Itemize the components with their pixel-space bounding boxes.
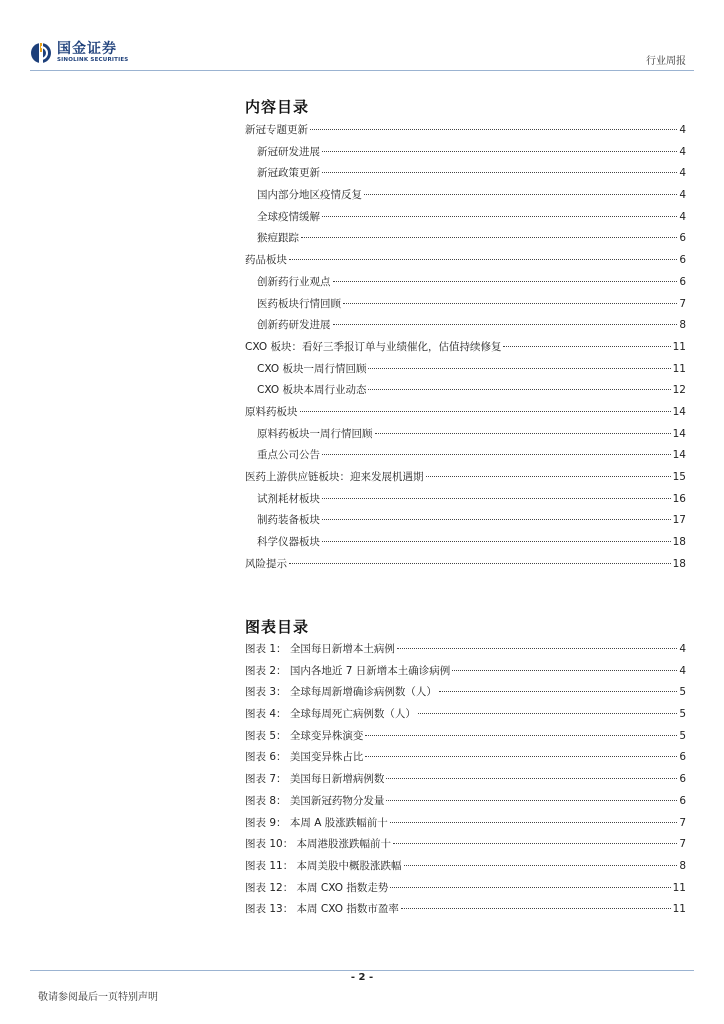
toc-entry-label: 图表 9： 本周 A 股涨跌幅前十: [245, 816, 388, 829]
toc-entry-label: 图表 13： 本周 CXO 指数市盈率: [245, 903, 399, 916]
toc-entry-page: 5: [679, 729, 686, 742]
figure-entry[interactable]: [245, 901, 686, 923]
dot-leader: [503, 346, 670, 347]
toc-entry-label: 图表 1： 全国每日新增本土病例: [245, 643, 395, 655]
contents-entry[interactable]: [245, 534, 686, 556]
figure-entry[interactable]: [245, 749, 686, 771]
toc-entry-page: 6: [679, 254, 686, 267]
toc-entry-label: 风险提示: [245, 557, 287, 570]
toc-entry-label: 图表 11： 本周美股中概股涨跌幅: [245, 859, 402, 872]
dot-leader: [386, 778, 677, 779]
dot-leader: [364, 194, 677, 195]
toc-entry-page: 6: [679, 232, 686, 245]
contents-entry[interactable]: [245, 404, 686, 426]
contents-list: [245, 122, 686, 577]
toc-entry-page: 8: [679, 859, 686, 872]
dot-leader: [322, 172, 677, 173]
contents-entry[interactable]: [245, 556, 686, 578]
toc-entry-page: 12: [672, 384, 686, 397]
page-header: [0, 0, 724, 80]
contents-entry[interactable]: [245, 447, 686, 469]
toc-entry-page: 7: [679, 816, 686, 829]
header-divider: [30, 70, 694, 71]
toc-entry-page: 11: [672, 881, 686, 894]
dot-leader: [368, 389, 670, 390]
page-number: - 2 -: [350, 972, 374, 983]
contents-title: 内容目录: [245, 98, 310, 116]
toc-entry-page: 4: [679, 189, 686, 202]
contents-entry[interactable]: [245, 122, 686, 144]
dot-leader: [343, 303, 677, 304]
toc-entry-label: 创新药行业观点: [257, 275, 331, 288]
figure-entry[interactable]: [245, 641, 686, 663]
dot-leader: [322, 498, 671, 499]
toc-entry-page: 8: [679, 319, 686, 332]
toc-entry-label: 药品板块: [245, 254, 287, 267]
toc-entry-label: 图表 2： 国内各地近 7 日新增本土确诊病例: [245, 664, 451, 677]
toc-entry-label: 新冠专题更新: [245, 124, 308, 136]
dot-leader: [365, 756, 677, 757]
figure-entry[interactable]: [245, 836, 686, 858]
dot-leader: [390, 822, 678, 823]
figure-entry[interactable]: [245, 684, 686, 706]
contents-entry[interactable]: [245, 252, 686, 274]
figure-entry[interactable]: [245, 728, 686, 750]
footer-divider: [30, 970, 694, 971]
logo-english-name: SINOLINK SECURITIES: [57, 57, 129, 64]
dot-leader: [333, 281, 678, 282]
contents-entry[interactable]: [245, 512, 686, 534]
dot-leader: [386, 800, 677, 801]
dot-leader: [322, 519, 671, 520]
toc-entry-page: 6: [679, 794, 686, 807]
dot-leader: [393, 843, 677, 844]
contents-entry[interactable]: [245, 209, 686, 231]
toc-entry-page: 11: [672, 362, 686, 375]
contents-entry[interactable]: [245, 339, 686, 361]
dot-leader: [289, 563, 671, 564]
toc-entry-page: 5: [679, 686, 686, 699]
toc-entry-label: 创新药研发进展: [257, 319, 331, 332]
toc-entry-label: 医药上游供应链板块：迎来发展机遇期: [245, 471, 424, 483]
toc-entry-label: 新冠研发进展: [257, 145, 320, 158]
toc-entry-label: 图表 6： 美国变异株占比: [245, 751, 364, 764]
toc-entry-label: 图表 8： 美国新冠药物分发量: [245, 794, 385, 807]
contents-entry[interactable]: [245, 361, 686, 383]
contents-entry[interactable]: [245, 426, 686, 448]
toc-entry-page: 4: [679, 210, 686, 223]
dot-leader: [301, 237, 677, 238]
toc-entry-label: 猴痘跟踪: [257, 232, 299, 245]
toc-entry-label: 新冠政策更新: [257, 167, 320, 180]
figure-entry[interactable]: [245, 793, 686, 815]
dot-leader: [404, 865, 678, 866]
toc-entry-page: 6: [679, 275, 686, 288]
toc-entry-page: 11: [672, 340, 686, 353]
toc-entry-label: 制药装备板块: [257, 514, 320, 527]
toc-entry-page: 4: [679, 124, 686, 136]
toc-entry-label: CXO 板块：看好三季报订单与业绩催化，估值持续修复: [245, 340, 502, 353]
toc-entry-label: 图表 5： 全球变异株演变: [245, 729, 364, 742]
dot-leader: [452, 670, 677, 671]
toc-entry-label: 图表 10： 本周港股涨跌幅前十: [245, 838, 392, 851]
toc-entry-label: CXO 板块本周行业动态: [257, 384, 367, 397]
contents-entry[interactable]: [245, 491, 686, 513]
report-type-label: 行业周报: [646, 56, 686, 67]
dot-leader: [300, 411, 671, 412]
dot-leader: [365, 735, 677, 736]
figure-entry[interactable]: [245, 771, 686, 793]
dot-leader: [397, 648, 677, 649]
dot-leader: [322, 151, 677, 152]
figure-entry[interactable]: [245, 706, 686, 728]
toc-entry-label: 原料药板块一周行情回顾: [257, 427, 373, 440]
toc-entry-page: 14: [672, 449, 686, 462]
dot-leader: [368, 368, 670, 369]
toc-entry-label: 重点公司公告: [257, 449, 320, 462]
toc-entry-label: 全球疫情缓解: [257, 210, 320, 223]
dot-leader: [289, 259, 677, 260]
dot-leader: [390, 887, 670, 888]
dot-leader: [401, 908, 671, 909]
contents-entry[interactable]: [245, 469, 686, 491]
contents-entry[interactable]: [245, 274, 686, 296]
figure-entry[interactable]: [245, 663, 686, 685]
dot-leader: [333, 324, 678, 325]
dot-leader: [439, 691, 677, 692]
figure-entry[interactable]: [245, 858, 686, 880]
toc-entry-page: 14: [672, 427, 686, 440]
toc-entry-page: 16: [672, 492, 686, 505]
toc-entry-page: 4: [679, 167, 686, 180]
contents-entry[interactable]: [245, 296, 686, 318]
dot-leader: [426, 476, 671, 477]
toc-entry-label: 试剂耗材板块: [257, 492, 320, 505]
toc-entry-label: 图表 12： 本周 CXO 指数走势: [245, 881, 389, 894]
figure-entry[interactable]: [245, 815, 686, 837]
toc-entry-label: 国内部分地区疫情反复: [257, 189, 362, 202]
toc-entry-page: 15: [672, 471, 686, 483]
toc-entry-page: 4: [679, 664, 686, 677]
contents-entry[interactable]: [245, 317, 686, 339]
toc-entry-page: 6: [679, 751, 686, 764]
toc-entry-page: 6: [679, 773, 686, 786]
toc-entry-page: 18: [672, 557, 686, 570]
dot-leader: [310, 129, 677, 130]
company-logo: [30, 42, 128, 64]
disclaimer-text: 敬请参阅最后一页特别声明: [38, 992, 158, 1003]
figures-list: [245, 641, 686, 923]
toc-entry-page: 5: [679, 708, 686, 721]
dot-leader: [375, 433, 671, 434]
toc-entry-page: 4: [679, 643, 686, 655]
contents-entry[interactable]: [245, 144, 686, 166]
dot-leader: [322, 216, 677, 217]
dot-leader: [418, 713, 677, 714]
toc-entry-label: 图表 7： 美国每日新增病例数: [245, 773, 385, 786]
contents-entry[interactable]: [245, 165, 686, 187]
figures-title: 图表目录: [245, 618, 310, 636]
toc-entry-page: 7: [679, 838, 686, 851]
toc-entry-page: 11: [672, 903, 686, 916]
contents-entry[interactable]: [245, 230, 686, 252]
figure-entry[interactable]: [245, 880, 686, 902]
toc-entry-label: CXO 板块一周行情回顾: [257, 362, 367, 375]
toc-entry-label: 图表 4： 全球每周死亡病例数（人）: [245, 708, 416, 721]
toc-entry-page: 4: [679, 145, 686, 158]
toc-entry-page: 18: [672, 536, 686, 549]
contents-entry[interactable]: [245, 187, 686, 209]
contents-entry[interactable]: [245, 382, 686, 404]
toc-entry-page: 14: [672, 405, 686, 418]
toc-entry-label: 科学仪器板块: [257, 536, 320, 549]
dot-leader: [322, 541, 671, 542]
toc-entry-page: 7: [679, 297, 686, 310]
sinolink-logo-icon: [30, 42, 52, 64]
toc-entry-label: 医药板块行情回顾: [257, 297, 341, 310]
logo-chinese-name: 国金证券: [57, 41, 117, 58]
toc-entry-page: 17: [672, 514, 686, 527]
toc-entry-label: 图表 3： 全球每周新增确诊病例数（人）: [245, 686, 437, 699]
dot-leader: [322, 454, 671, 455]
toc-entry-label: 原料药板块: [245, 405, 298, 418]
